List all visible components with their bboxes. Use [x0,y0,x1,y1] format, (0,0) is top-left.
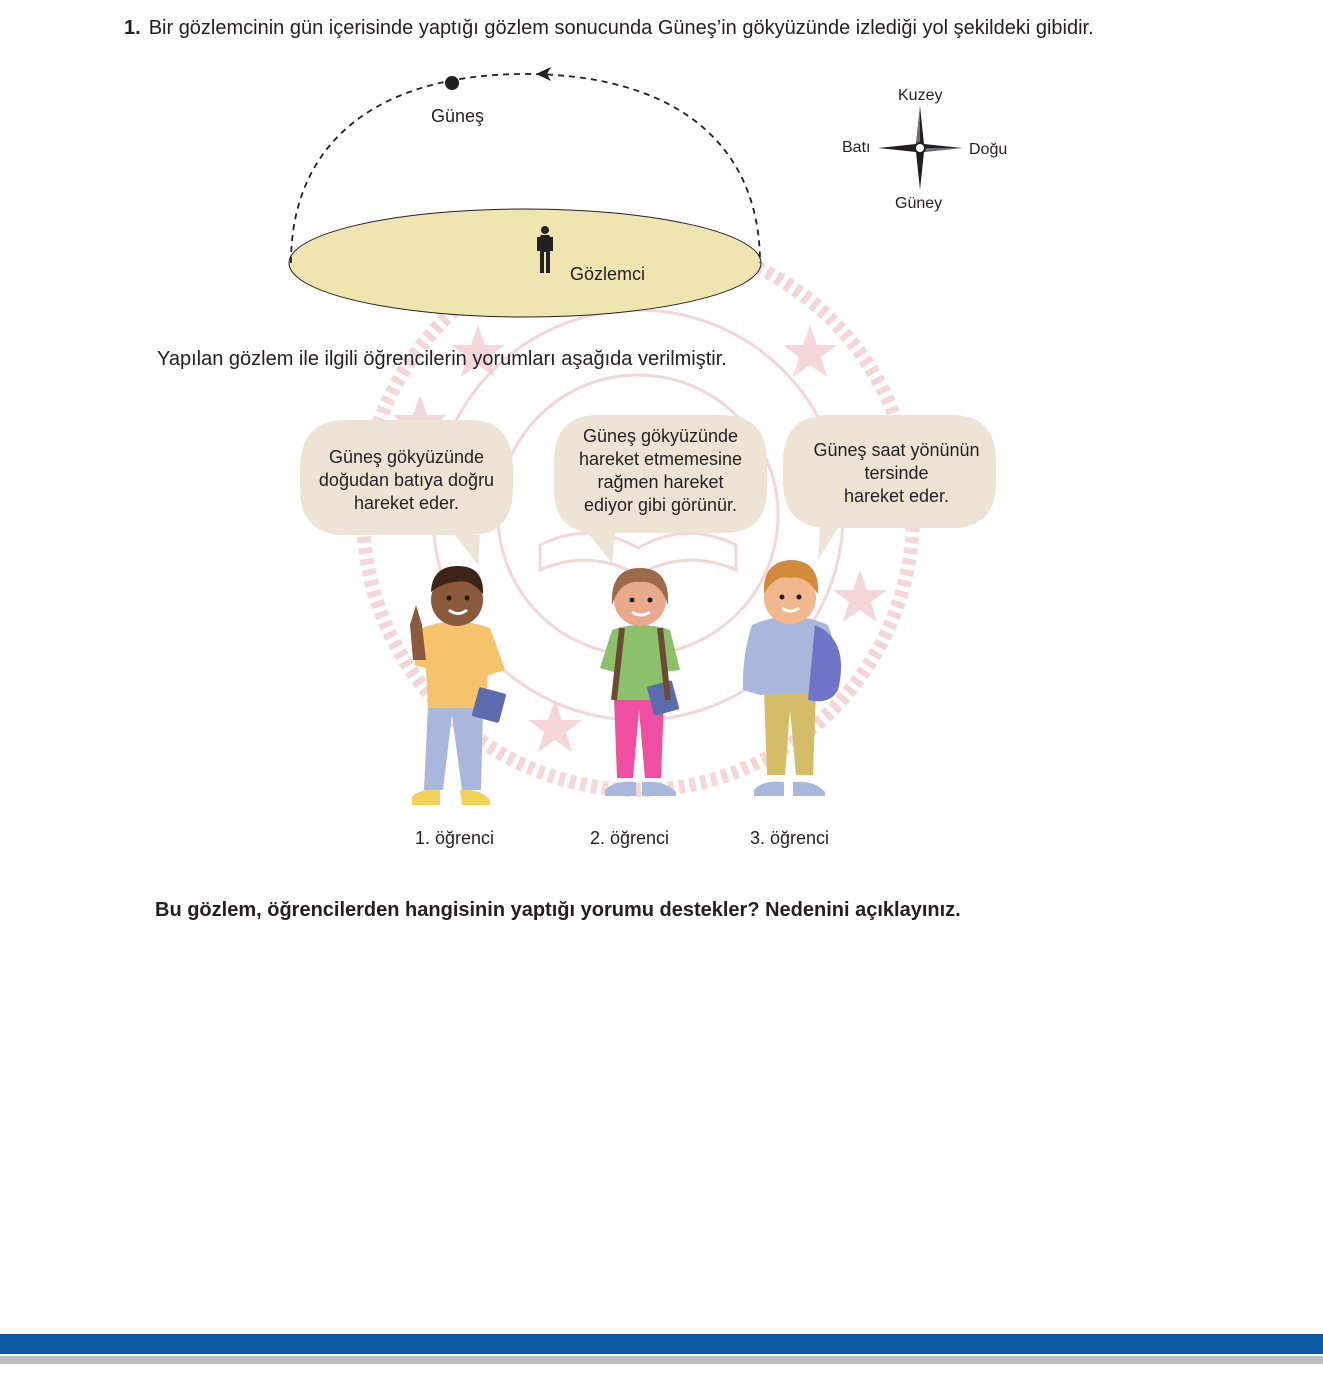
student-2-label: 2. öğrenci [590,828,670,848]
question-number: 1. [124,17,141,39]
student-2-figure [600,568,680,796]
footer-gray-bar [0,1356,1323,1364]
comment-2: Güneş gökyüzünde hareket etmemesine rağmen hareket ediyor gibi görünür. [578,426,743,515]
comment-1: Güneş gökyüzünde doğudan batıya doğru hareket eder. [318,447,495,513]
intro-text: Yapılan gözlem ile ilgili öğrencilerin yorumları aşağıda verilmiştir. [157,348,727,370]
comment-3: Güneş saat yönünün tersinde hareket eder. [813,440,980,506]
footer-blue-bar [0,1334,1323,1354]
student-1-label: 1. öğrenci [415,828,495,848]
student-1-figure [410,566,506,805]
observer-label: Gözlemci [570,264,646,284]
compass-south: Güney [895,195,943,212]
compass-east: Doğu [969,141,1008,158]
compass-west: Batı [842,139,871,156]
compass-north: Kuzey [898,87,943,104]
question-prompt: Bu gözlem, öğrencilerden hangisinin yaptığı yorumu destekler? Nedenini açıklayınız. [155,899,961,921]
student-3-figure [743,560,841,796]
question-text: Bir gözlemcinin gün içerisinde yaptığı gözlem sonucunda Güneş’in gökyüzünde izlediği yol şekildeki gibidir. [148,17,1094,39]
sun-label: Güneş [431,106,485,126]
student-3-label: 3. öğrenci [750,828,830,848]
